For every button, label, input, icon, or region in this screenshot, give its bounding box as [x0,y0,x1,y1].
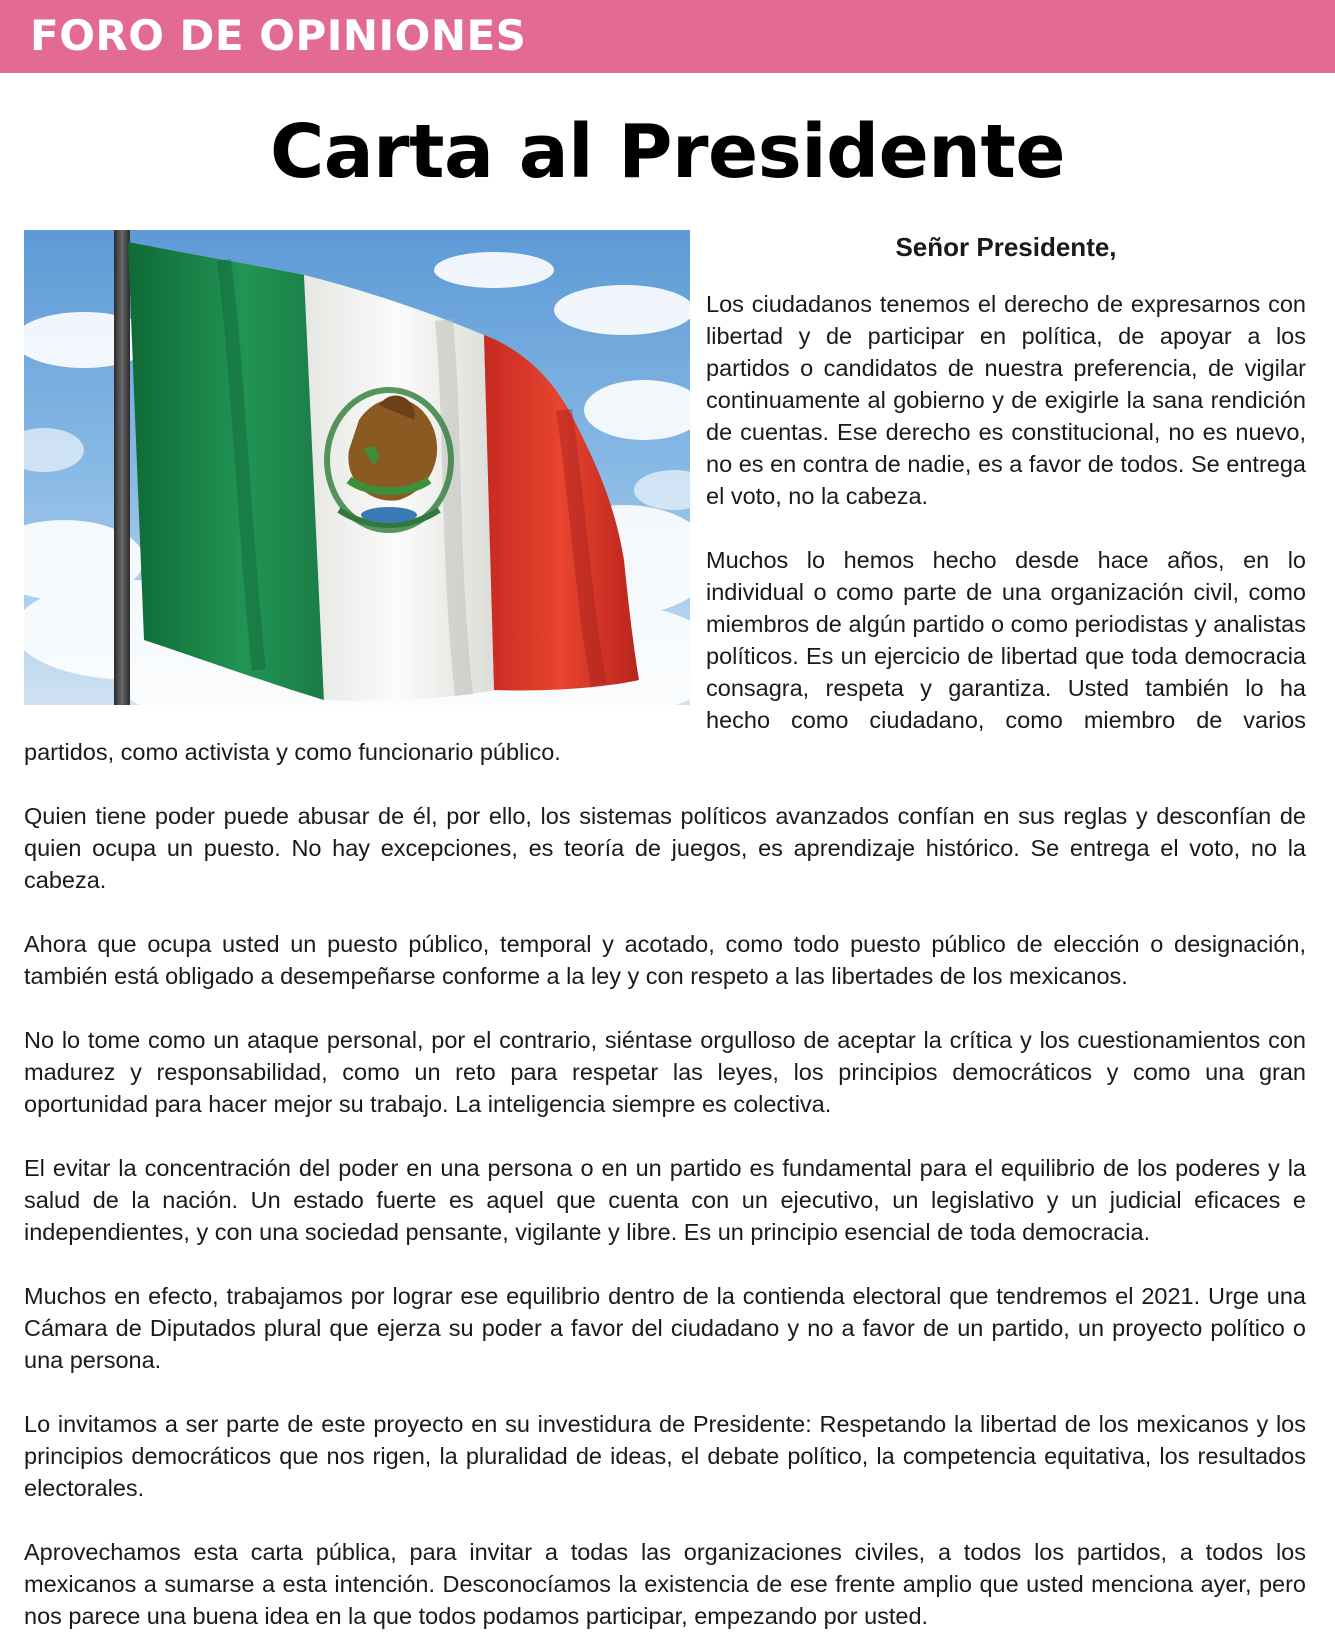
paragraph: Quien tiene poder puede abusar de él, por ello, los sistemas políticos avanzados confían en sus reglas y desconfían de quien ocupa un puesto. No hay excepciones, es teoría de juegos, es aprendizaje histórico. Se entrega el voto, no la cabeza. [24,803,1306,893]
paragraph: Aprovechamos esta carta pública, para invitar a todas las organizaciones civiles, a todos los partidos, a todos los mexicanos a sumarse a esta intención. Desconocíamos la existencia de ese frente amplio que usted menciona ayer, pero nos parece una buena idea en la que todos podamos participar, empezando por usted. [24,1539,1306,1629]
paragraph: Lo invitamos a ser parte de este proyecto en su investidura de Presidente: Respetando la libertad de los mexicanos y los principios democráticos que nos rigen, la pluralidad de ideas, el debate político, la competencia equitativa, los resultados electorales. [24,1411,1306,1501]
article-headline: Carta al Presidente [269,109,1066,195]
section-label: FORO DE OPINIONES [30,11,527,60]
paragraph: Los ciudadanos tenemos el derecho de expresarnos con libertad y de participar en política, de apoyar a los partidos o candidatos de nuestra preferencia, de vigilar continuamente al gobierno y de exigirle la sana rendición de cuentas. Ese derecho es constitucional, no es nuevo, no es en contra de nadie, es a favor de todos. Se entrega el voto, no la cabeza. [706,291,1306,509]
letter-body [24,288,1306,1632]
paragraph: Ahora que ocupa usted un puesto público, temporal y acotado, como todo puesto público de elección o designación, también está obligado a desempeñarse conforme a la ley y con respeto a las libertades de los mexicanos. [24,931,1306,989]
paragraph: Muchos lo hemos hecho desde hace años, en lo individual o como parte de una organización civil, como miembros de algún partido o como periodistas y analistas políticos. Es un ejercicio de libertad que toda democracia consagra, respeta y garantiza. Usted también lo ha hecho como ciudadano, como miembro de varios partidos, como activista y como funcionario público. [24,547,1306,765]
paragraph: El evitar la concentración del poder en una persona o en un partido es fundamental para el equilibrio de los poderes y la salud de la nación. Un estado fuerte es aquel que cuenta con un ejecutivo, un legislativo y un judicial eficaces e independientes, y con una sociedad pensante, vigilante y libre. Es un principio esencial de toda democracia. [24,1155,1306,1245]
section-banner [0,0,1335,73]
paragraph: Muchos en efecto, trabajamos por lograr ese equilibrio dentro de la contienda electoral que tendremos el 2021. Urge una Cámara de Diputados plural que ejerza su poder a favor del ciudadano y no a favor de un partido, un proyecto político o una persona. [24,1283,1306,1373]
paragraph: No lo tome como un ataque personal, por el contrario, siéntase orgulloso de aceptar la crítica y los cuestionamientos con madurez y responsabilidad, como un reto para respetar las leyes, los principios democráticos y como una gran oportunidad para hacer mejor su trabajo. La inteligencia siempre es colectiva. [24,1027,1306,1117]
image-float-spacer [24,288,706,708]
letter-salutation: Señor Presidente, [895,232,1117,262]
